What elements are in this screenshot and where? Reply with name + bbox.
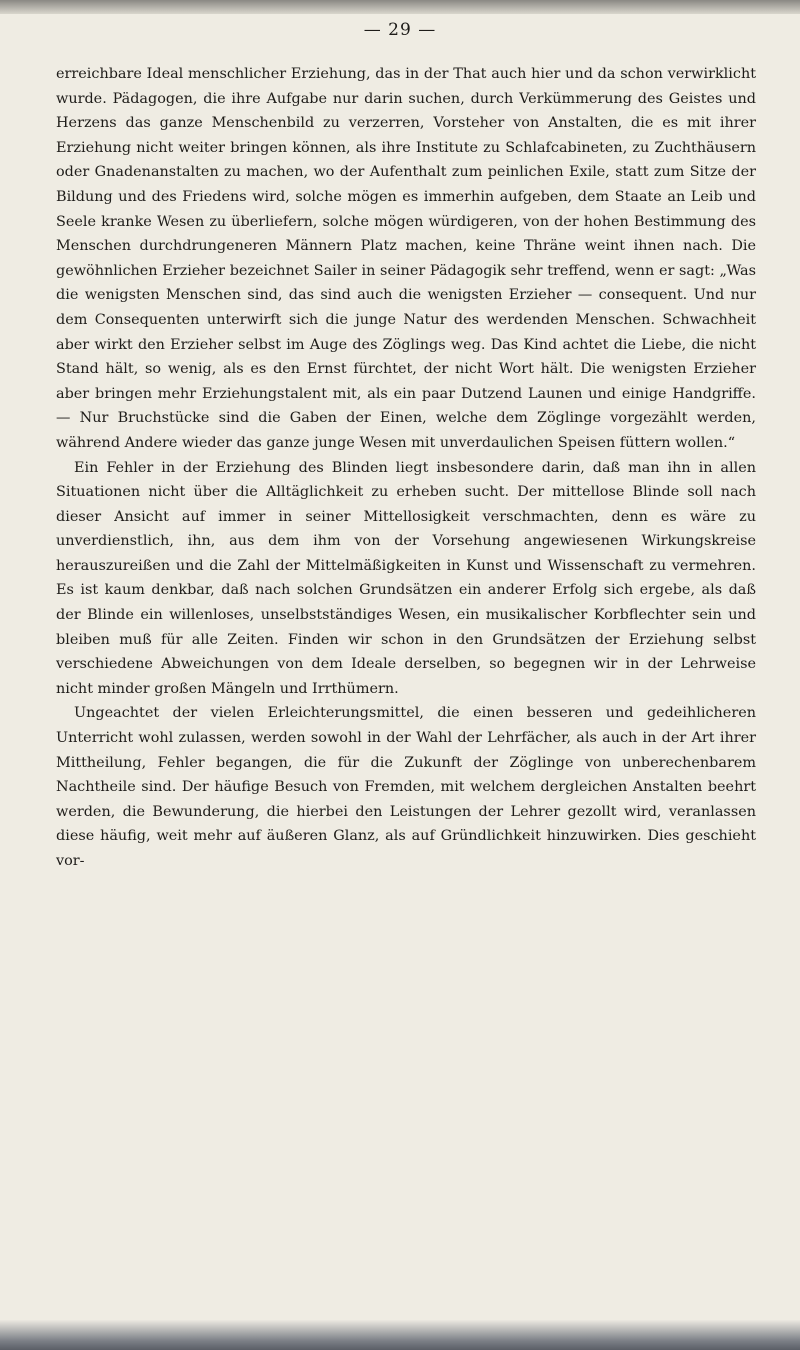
paragraph-2: Ein Fehler in der Erziehung des Blinden liegt insbesondere darin, daß man ihn in allen Situationen nicht über die Alltäglichkeit zu erheben sucht. Der mittellose Blinde soll nach dieser Ansicht auf immer in seiner Mittellosigkeit verschmachten, denn es wäre zu unverdienstlich, ihn, aus dem ihm von der Vorsehung angewiesenen Wirkungskreise herauszureißen und die Zahl der Mittelmäßigkeiten in Kunst und Wissenschaft zu vermehren. Es ist kaum denkbar, daß nach solchen Grundsätzen ein anderer Erfolg sich ergebe, als daß der Blinde ein willenloses, unselbstständiges Wesen, ein musikalischer Korbflechter sein und bleiben muß für alle Zeiten. Finden wir schon in den Grundsätzen der Erziehung selbst verschiedene Abweichungen von dem Ideale derselben, so begegnen wir in der Lehrweise nicht minder großen Mängeln und Irrthümern.: [56, 459, 756, 697]
paragraph-1: erreichbare Ideal menschlicher Erziehung, das in der That auch hier und da schon verwirklicht wurde. Pädagogen, die ihre Aufgabe nur darin suchen, durch Verkümmerung des Geistes und Herzens das ganze Menschenbild zu verzerren, Vorsteher von Anstalten, die es mit ihrer Erziehung nicht weiter bringen können, als ihre Institute zu Schlafcabineten, zu Zuchthäusern oder Gnadenanstalten zu machen, wo der Aufenthalt zum peinlichen Exile, statt zum Sitze der Bildung und des Friedens wird, solche mögen es immerhin aufgeben, dem Staate an Leib und Seele kranke Wesen zu überliefern, solche mögen würdigeren, von der hohen Bestimmung des Menschen durchdrungeneren Männern Platz machen, keine Thräne weint ihnen nach. Die gewöhnlichen Erzieher bezeichnet Sailer in seiner Pädagogik sehr treffend, wenn er sagt: „Was die wenigsten Menschen sind, das sind auch die wenigsten Erzieher — consequent. Und nur dem Consequenten unterwirft sich die junge Natur des werdenden Menschen. Schwachheit aber wirkt den Erzieher selbst im Auge des Zöglings weg. Das Kind achtet die Liebe, die nicht Stand hält, so wenig, als es den Ernst fürchtet, der nicht Wort hält. Die wenigsten Erzieher aber bringen mehr Erziehungstalent mit, als ein paar Dutzend Launen und einige Handgriffe. — Nur Bruchstücke sind die Gaben der Einen, welche dem Zöglinge vorgezählt werden, während Andere wieder das ganze junge Wesen mit unverdaulichen Speisen füttern wollen.“: [56, 66, 756, 451]
scan-bottom-edge: [0, 1320, 800, 1350]
page-number: — 29 —: [363, 20, 437, 40]
scan-top-edge: [0, 0, 800, 14]
paragraph-3: Ungeachtet der vielen Erleichterungsmittel, die einen besseren und gedeihlicheren Unterricht wohl zulassen, werden sowohl in der Wahl der Lehrfächer, als auch in der Art ihrer Mittheilung, Fehler begangen, die für die Zukunft der Zöglinge von unberechenbarem Nachtheile sind. Der häufige Besuch von Fremden, mit welchem dergleichen Anstalten beehrt werden, die Bewunderung, die hierbei den Leistungen der Lehrer gezollt wird, veranlassen diese häufig, weit mehr auf äußeren Glanz, als auf Gründlichkeit hinzuwirken. Dies geschieht vor-: [56, 705, 756, 869]
page-body: [56, 62, 756, 874]
